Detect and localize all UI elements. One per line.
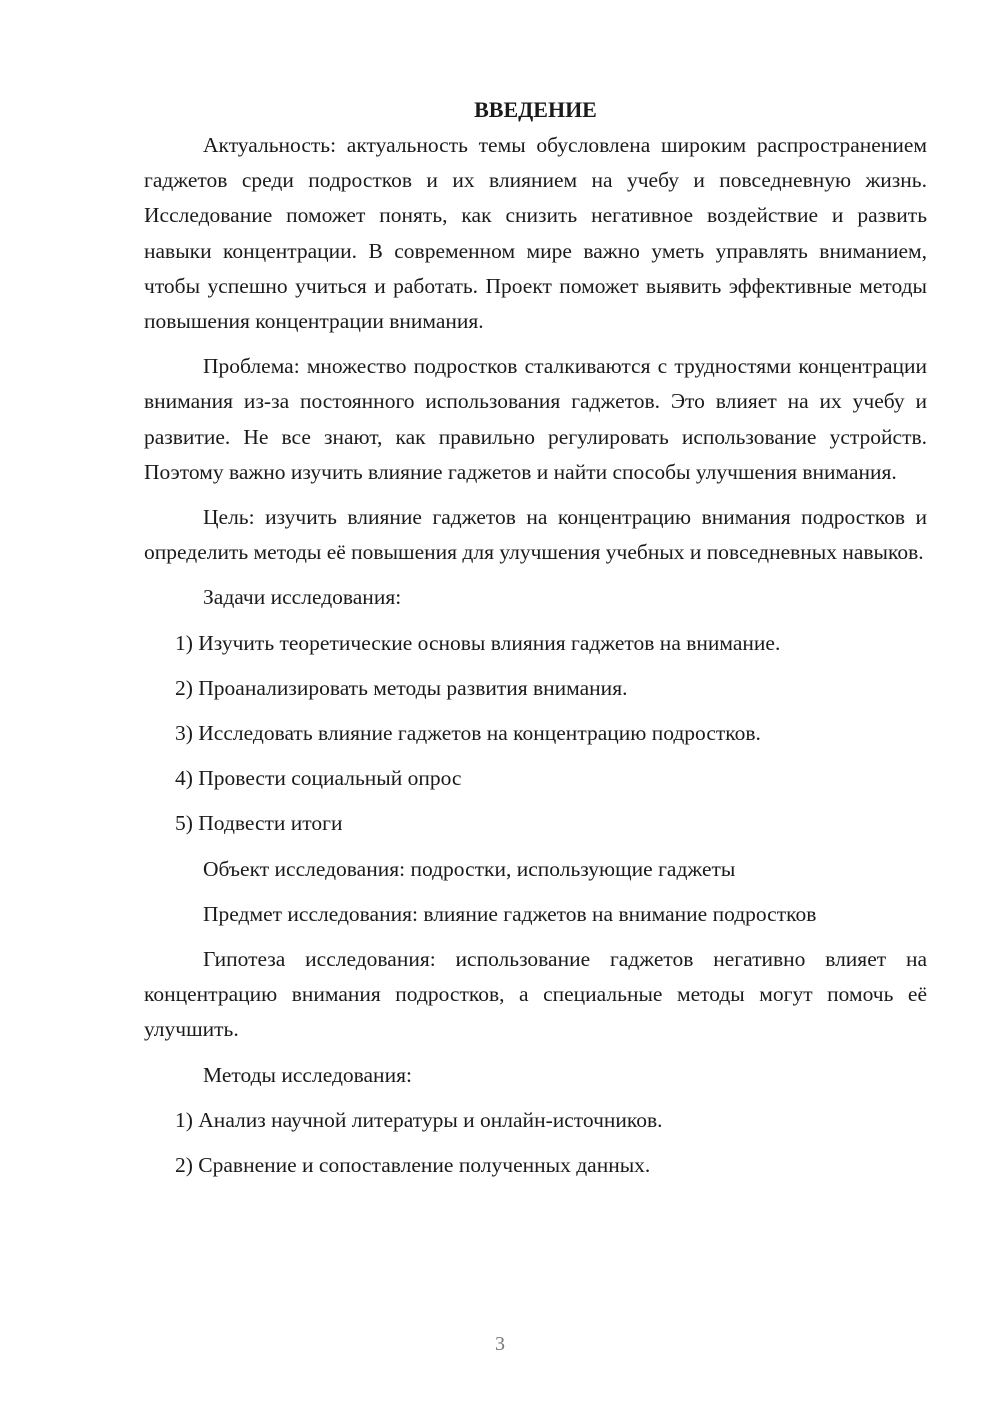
task-item-4: 4) Провести социальный опрос xyxy=(175,766,462,791)
page-number: 3 xyxy=(495,1333,505,1355)
subject-line: Предмет исследования: влияние гаджетов на внимание подростков xyxy=(203,901,817,926)
document-page xyxy=(144,94,927,1193)
relevance-paragraph: Актуальность: актуальность темы обусловлена широким распространением гаджетов среди подростков и их влиянием на учебу и повседневную жизнь. Исследование поможет понять, как снизить негативное воздействие и развить навыки концентрации. В современном мире важно уметь управлять вниманием, чтобы успешно учиться и работать. Проект поможет выявить эффективные методы повышения концентрации внимания. xyxy=(144,133,927,334)
goal-paragraph: Цель: изучить влияние гаджетов на концентрацию внимания подростков и определить методы её повышения для улучшения учебных и повседневных навыков. xyxy=(144,505,927,565)
page-title: ВВЕДЕНИЕ xyxy=(474,97,597,122)
method-item-1: 1) Анализ научной литературы и онлайн-источников. xyxy=(175,1107,663,1132)
method-item-2: 2) Сравнение и сопоставление полученных данных. xyxy=(175,1153,651,1178)
hypothesis-paragraph: Гипотеза исследования: использование гаджетов негативно влияет на концентрацию внимания подростков, а специальные методы могут помочь её улучшить. xyxy=(144,947,927,1042)
task-item-5: 5) Подвести итоги xyxy=(175,811,343,836)
task-item-3: 3) Исследовать влияние гаджетов на концентрацию подростков. xyxy=(175,721,761,746)
problem-paragraph: Проблема: множество подростков сталкиваются с трудностями концентрации внимания из-за постоянного использования гаджетов. Это влияет на их учебу и развитие. Не все знают, как правильно регулировать использование устройств. Поэтому важно изучить влияние гаджетов и найти способы улучшения внимания. xyxy=(144,354,927,484)
methods-heading: Методы исследования: xyxy=(203,1062,412,1087)
tasks-heading: Задачи исследования: xyxy=(203,585,402,610)
task-item-2: 2) Проанализировать методы развития внимания. xyxy=(175,675,628,700)
task-item-1: 1) Изучить теоретические основы влияния гаджетов на внимание. xyxy=(175,630,781,655)
object-line: Объект исследования: подростки, использующие гаджеты xyxy=(203,856,736,881)
